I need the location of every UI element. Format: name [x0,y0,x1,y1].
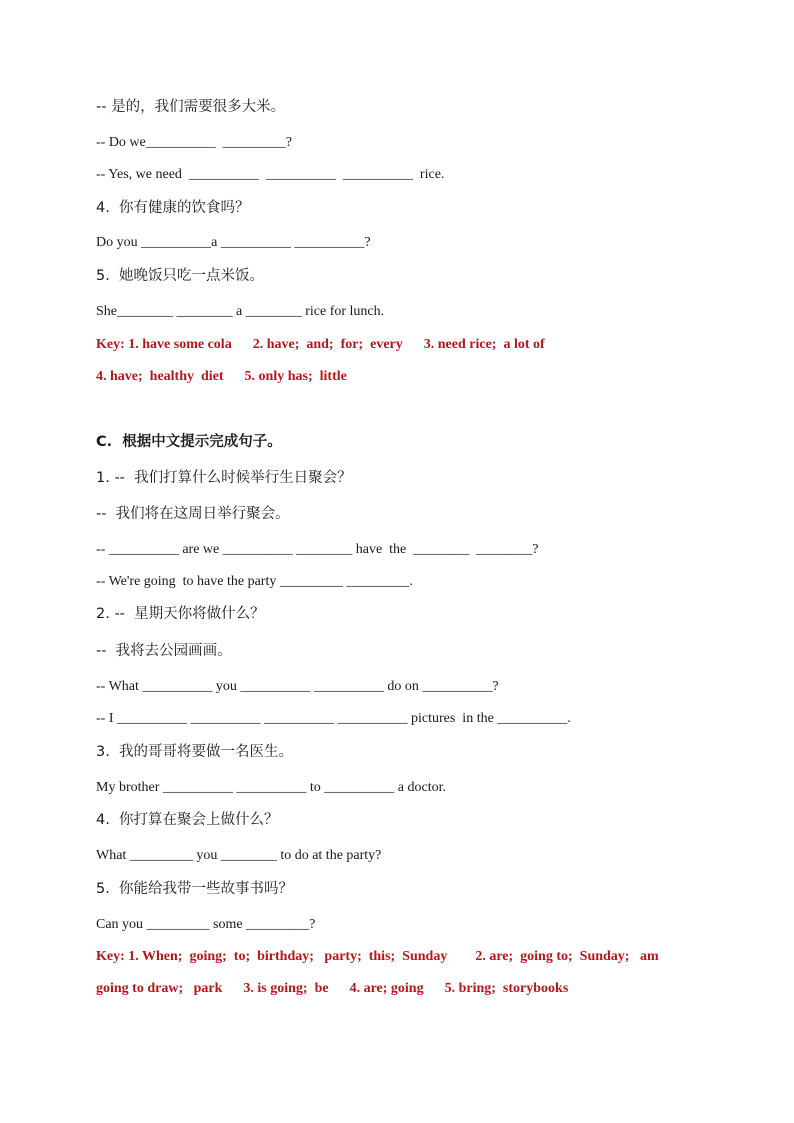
answer-blank-line: -- What __________ you __________ __________ do on __________? [96,679,499,694]
question-prompt: 4. 你有健康的饮食吗？ [96,200,250,216]
answer-key-line: 4. have; healthy diet 5. only has; little [96,369,347,384]
answer-key-line: going to draw; park 3. is going; be 4. are; going 5. bring; storybooks [96,981,569,996]
question-prompt: 5. 你能给我带一些故事书吗？ [96,881,294,897]
chinese-prompt-line: -- 我们将在这周日举行聚会。 [96,506,290,522]
chinese-prompt-line: -- 是的，我们需要很多大米。 [96,99,286,115]
answer-blank-line: -- __________ are we __________ ________ have the ________ ________? [96,542,539,557]
answer-blank-line: -- I __________ __________ __________ __________ pictures in the __________. [96,711,571,726]
question-prompt: 4. 你打算在聚会上做什么？ [96,812,279,828]
answer-blank-line: My brother __________ __________ to __________ a doctor. [96,780,446,795]
chinese-prompt-line: -- 我将去公园画画。 [96,643,232,659]
answer-blank-line: -- Yes, we need __________ __________ __________ rice. [96,167,445,182]
section-heading: C. 根据中文提示完成句子。 [96,434,282,450]
question-prompt: 2. -- 星期天你将做什么？ [96,606,265,622]
answer-blank-line: -- We're going to have the party _________ _________. [96,574,413,589]
answer-key-line: Key: 1. When; going; to; birthday; party; this; Sunday 2. are; going to; Sunday; am [96,949,659,964]
answer-blank-line: Can you _________ some _________? [96,917,316,932]
answer-blank-line: She________ ________ a ________ rice for lunch. [96,304,385,319]
answer-blank-line: -- Do we__________ _________? [96,135,292,150]
answer-key-line: Key: 1. have some cola 2. have; and; for; every 3. need rice; a lot of [96,337,545,352]
question-prompt: 1. -- 我们打算什么时候举行生日聚会？ [96,470,352,486]
answer-blank-line: What _________ you ________ to do at the party? [96,848,382,863]
question-prompt: 5. 她晚饭只吃一点米饭。 [96,268,265,284]
answer-blank-line: Do you __________a __________ __________? [96,235,371,250]
question-prompt: 3. 我的哥哥将要做一名医生。 [96,744,294,760]
